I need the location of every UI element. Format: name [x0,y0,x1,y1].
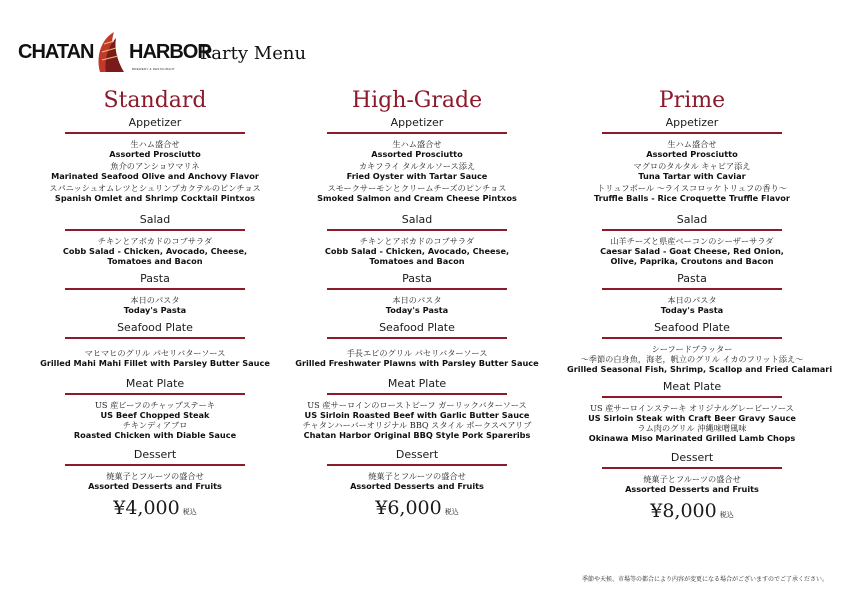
dish-jp: マヒマヒのグリル パセリバターソース [84,348,226,358]
section-dessert [292,448,542,491]
dish-jp: 生ハム盛合せ [130,139,180,149]
menu-column-high-grade [292,88,542,523]
section-appetizer [30,116,280,203]
divider [602,132,782,134]
section-title: Seafood Plate [117,321,193,334]
dish-jp: 焼菓子とフルーツの盛合せ [643,474,741,484]
dish-item [30,471,280,491]
dish-item [292,161,542,181]
dish-jp: ラム肉のグリル 沖縄味噌風味 [637,423,747,433]
dish-item [567,423,817,443]
dish-jp: 山羊チーズと県産ベーコンのシーザーサラダ [610,236,774,246]
dish-en: Assorted Prosciutto [371,149,463,159]
price-value: ¥6,000 [375,497,442,519]
dish-jp: スパニッシュオムレツとシュリンプカクテルのピンチョス [49,183,261,193]
dish-item [567,161,817,181]
dish-en: Today's Pasta [123,305,187,315]
section-pasta [30,272,280,315]
price-value: ¥4,000 [113,497,180,519]
section-seafood [30,321,280,368]
logo-word-harbor: HARBOR [129,41,211,63]
dish-item [567,344,833,374]
section-title: Dessert [395,448,439,461]
section-seafood [292,321,542,368]
price-value: ¥8,000 [650,500,717,522]
dish-en-line2: Tomatoes and Bacon [107,256,203,266]
section-salad [567,213,817,266]
dish-en: Cobb Salad - Chicken, Avocado, Cheese, [324,246,510,256]
dish-jp: チキンディアブロ [122,420,188,430]
dish-item [567,139,817,159]
price [30,497,280,523]
menu-column-prime [567,88,833,526]
dish-item [30,236,280,266]
divider [65,288,245,290]
menu-column-standard [30,88,280,523]
dish-jp: 魚介のアンショワマリネ [110,161,200,171]
section-title: Seafood Plate [654,321,730,334]
dish-en: Today's Pasta [385,305,449,315]
dish-jp: カキフライ タルタルソース添え [358,161,476,171]
dish-jp: 生ハム盛合せ [392,139,442,149]
dish-jp: US 産サーロインのローストビーフ ガーリックバターソース [307,400,527,410]
dish-en: US Beef Chopped Steak [100,410,210,420]
dish-en: Grilled Freshwater Plawns with Parsley Butter Sauce [295,358,539,368]
dish-item [567,403,817,423]
section-title: Pasta [402,272,432,285]
dish-item [292,471,542,491]
divider [65,464,245,466]
dish-en: Roasted Chicken with Diable Sauce [73,430,237,440]
dish-item [292,420,542,440]
dish-jp: チキンとアボカドのコブサラダ [359,236,475,246]
section-title: Dessert [670,451,714,464]
dish-item [30,420,280,440]
dish-en: Caesar Salad - Goat Cheese, Red Onion, [600,246,784,256]
price [292,497,542,523]
section-title: Dessert [133,448,177,461]
dish-jp-line2: 〜季節の白身魚，海老，帆立のグリル イカのフリット添え〜 [580,354,804,364]
section-seafood [567,321,833,374]
dish-item [292,236,542,266]
divider [602,288,782,290]
section-meat [292,377,542,440]
divider [327,288,507,290]
section-dessert [567,451,817,494]
divider [327,132,507,134]
dish-item [292,348,542,368]
divider [327,337,507,339]
dish-en: Assorted Desserts and Fruits [625,484,759,494]
dish-jp: 手長エビのグリル パセリバターソース [346,348,488,358]
tax-label: 税込 [182,508,197,516]
price [567,500,817,526]
divider [327,464,507,466]
dish-item [30,161,280,181]
dish-item [292,295,542,315]
section-title: Salad [676,213,708,226]
divider [602,396,782,398]
section-title: Meat Plate [125,377,185,390]
dish-item [30,295,280,315]
dish-en: Cobb Salad - Chicken, Avocado, Cheese, [62,246,248,256]
dish-jp: スモークサーモンとクリームチーズのピンチョス [327,183,507,193]
section-title: Appetizer [665,116,719,129]
dish-en: Smoked Salmon and Cream Cheese Pintxos [317,193,517,203]
dish-en: Fried Oyster with Tartar Sauce [346,171,488,181]
section-title: Meat Plate [387,377,447,390]
logo-word-chatan: CHATAN [18,41,94,63]
section-meat [567,380,817,443]
dish-item [567,183,817,203]
footnote: 季節や天候、市場等の都合により内容が変更になる場合がございますのでご了承ください。 [581,576,828,583]
dish-en: Truffle Balls - Rice Croquette Truffle Flavor [594,193,790,203]
dish-item [30,139,280,159]
dish-en: Assorted Desserts and Fruits [350,481,484,491]
section-title: Salad [401,213,433,226]
dish-item [567,295,817,315]
dish-jp: 本日のパスタ [392,295,442,305]
dish-en: Tuna Tartar with Caviar [638,171,746,181]
dish-item [30,183,280,203]
dish-item [567,236,817,266]
dish-en: Spanish Omlet and Shrimp Cocktail Pintxos [54,193,256,203]
divider [602,337,782,339]
dish-jp: 生ハム盛合せ [667,139,717,149]
section-title: Pasta [677,272,707,285]
section-pasta [292,272,542,315]
dish-en: Chatan Harbor Original BBQ Style Pork Spareribs [303,430,531,440]
tier-name: High-Grade [351,88,483,113]
dish-item [292,139,542,159]
dish-jp: 焼菓子とフルーツの盛合せ [368,471,466,481]
divider [65,337,245,339]
dish-jp: 本日のパスタ [667,295,717,305]
dish-jp: US 産サーロインステーキ オリジナルグレービーソース [590,403,794,413]
divider [602,467,782,469]
dish-en: US Sirloin Steak with Craft Beer Gravy Sauce [588,413,796,423]
dish-en: Assorted Prosciutto [109,149,201,159]
header [18,28,306,76]
dish-en: US Sirloin Roasted Beef with Garlic Butter Sauce [304,410,530,420]
section-salad [292,213,542,266]
tax-label: 税込 [444,508,459,516]
dish-en: Assorted Prosciutto [646,149,738,159]
dish-jp: マグロのタルタル キャビア添え [633,161,751,171]
section-dessert [30,448,280,491]
dish-en-line2: Tomatoes and Bacon [369,256,465,266]
section-appetizer [567,116,817,203]
dish-en: Assorted Desserts and Fruits [88,481,222,491]
section-pasta [567,272,817,315]
divider [327,393,507,395]
dish-jp: チャタンハーバーオリジナル BBQ スタイル ポークスペアリブ [302,420,532,430]
dish-jp: US 産ビーフのチャップステーキ [94,400,216,410]
section-title: Salad [139,213,171,226]
section-title: Appetizer [390,116,444,129]
dish-item [292,183,542,203]
section-appetizer [292,116,542,203]
tier-name: Prime [658,88,726,113]
sail-icon [92,30,132,74]
dish-jp: トリュフボール 〜ライスコロッケトリュフの香り〜 [597,183,787,193]
page-title: Party Menu [200,43,307,64]
dish-en-line2: Olive, Paprika, Croutons and Bacon [610,256,774,266]
divider [65,393,245,395]
divider [65,132,245,134]
dish-jp: 焼菓子とフルーツの盛合せ [106,471,204,481]
logo-subtitle: BREWERY & RESTAURANT [132,67,175,71]
divider [602,229,782,231]
dish-item [292,400,542,420]
dish-jp: シーフードプラッター [651,344,733,354]
tax-label: 税込 [719,511,734,519]
dish-en: Okinawa Miso Marinated Grilled Lamb Chops [588,433,796,443]
dish-en: Grilled Seasonal Fish, Shrimp, Scallop and Fried Calamari [567,364,833,374]
brand-logo [18,30,211,76]
dish-jp: チキンとアボカドのコブサラダ [97,236,213,246]
divider [65,229,245,231]
section-title: Pasta [140,272,170,285]
dish-item [30,400,280,420]
section-salad [30,213,280,266]
dish-en: Today's Pasta [660,305,724,315]
dish-jp: 本日のパスタ [130,295,180,305]
dish-en: Marinated Seafood Olive and Anchovy Flavor [51,171,259,181]
section-meat [30,377,280,440]
divider [327,229,507,231]
tier-name: Standard [103,88,207,113]
section-title: Meat Plate [662,380,722,393]
section-title: Seafood Plate [379,321,455,334]
dish-item [30,348,280,368]
dish-item [567,474,817,494]
section-title: Appetizer [128,116,182,129]
dish-en: Grilled Mahi Mahi Fillet with Parsley Butter Sauce [40,358,270,368]
